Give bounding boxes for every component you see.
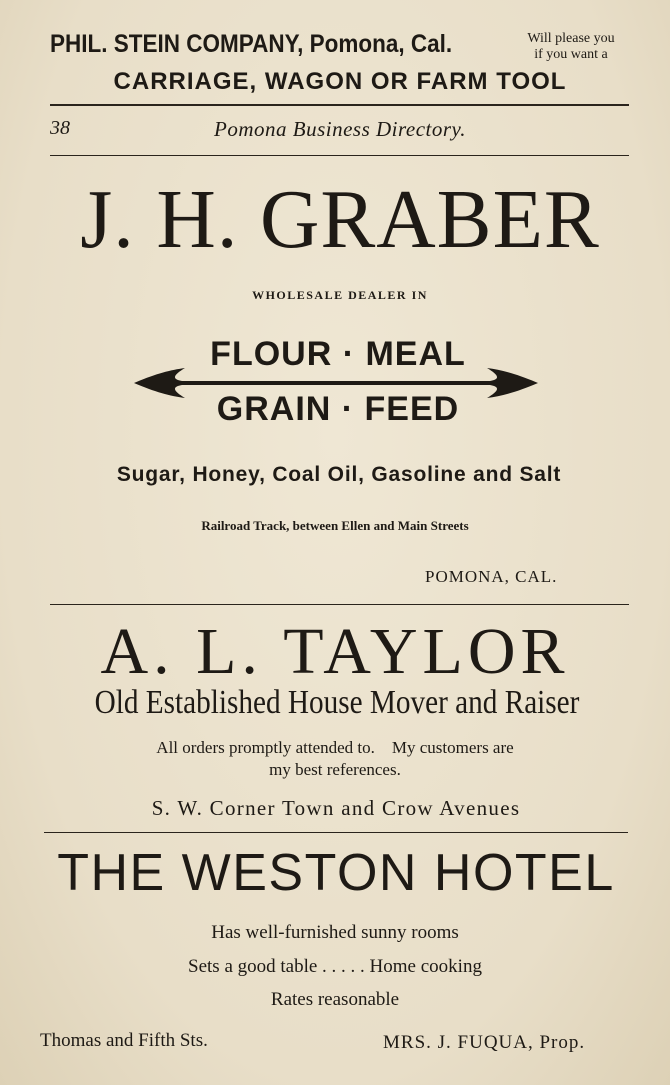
page-title: Pomona Business Directory. (214, 117, 466, 141)
page-number: 38 (50, 117, 70, 139)
graber-products-line2: GRAIN · FEED (216, 390, 460, 428)
taylor-address: S. W. Corner Town and Crow Avenues (151, 796, 521, 820)
weston-line3: Rates reasonable (270, 989, 400, 1010)
header-note-line1: Will please you (527, 31, 615, 46)
header-rule (50, 104, 629, 106)
taylor-note-line2: my best references. (269, 760, 401, 779)
graber-subtitle: WHOLESALE DEALER IN (252, 288, 428, 302)
weston-line2: Sets a good table . . . . . Home cooking (188, 956, 482, 977)
weston-line1: Has well-furnished sunny rooms (211, 922, 459, 943)
title-rule (50, 155, 629, 156)
header-tagline: CARRIAGE, WAGON OR FARM TOOL (113, 68, 567, 95)
taylor-description: Old Established House Mover and Raiser (94, 684, 580, 721)
graber-rule (50, 604, 629, 605)
weston-name: THE WESTON HOTEL (57, 844, 615, 902)
taylor-rule (44, 832, 628, 833)
taylor-note-line1: All orders promptly attended to. My customers are (156, 738, 514, 757)
weston-address: Thomas and Fifth Sts. (40, 1030, 208, 1051)
graber-location: Railroad Track, between Ellen and Main Streets (201, 518, 469, 533)
graber-goods: Sugar, Honey, Coal Oil, Gasoline and Salt (116, 463, 562, 486)
taylor-name: A. L. TAYLOR (100, 615, 570, 688)
graber-city: POMONA, CAL. (425, 567, 558, 586)
graber-name: J. H. GRABER (80, 173, 600, 266)
header-note-line2: if you want a (534, 47, 608, 62)
header-note (507, 31, 635, 63)
weston-proprietor: MRS. J. FUQUA, Prop. (383, 1032, 586, 1053)
graber-products-line1: FLOUR · MEAL (210, 335, 466, 373)
header-company: PHIL. STEIN COMPANY, Pomona, Cal. (50, 30, 453, 58)
